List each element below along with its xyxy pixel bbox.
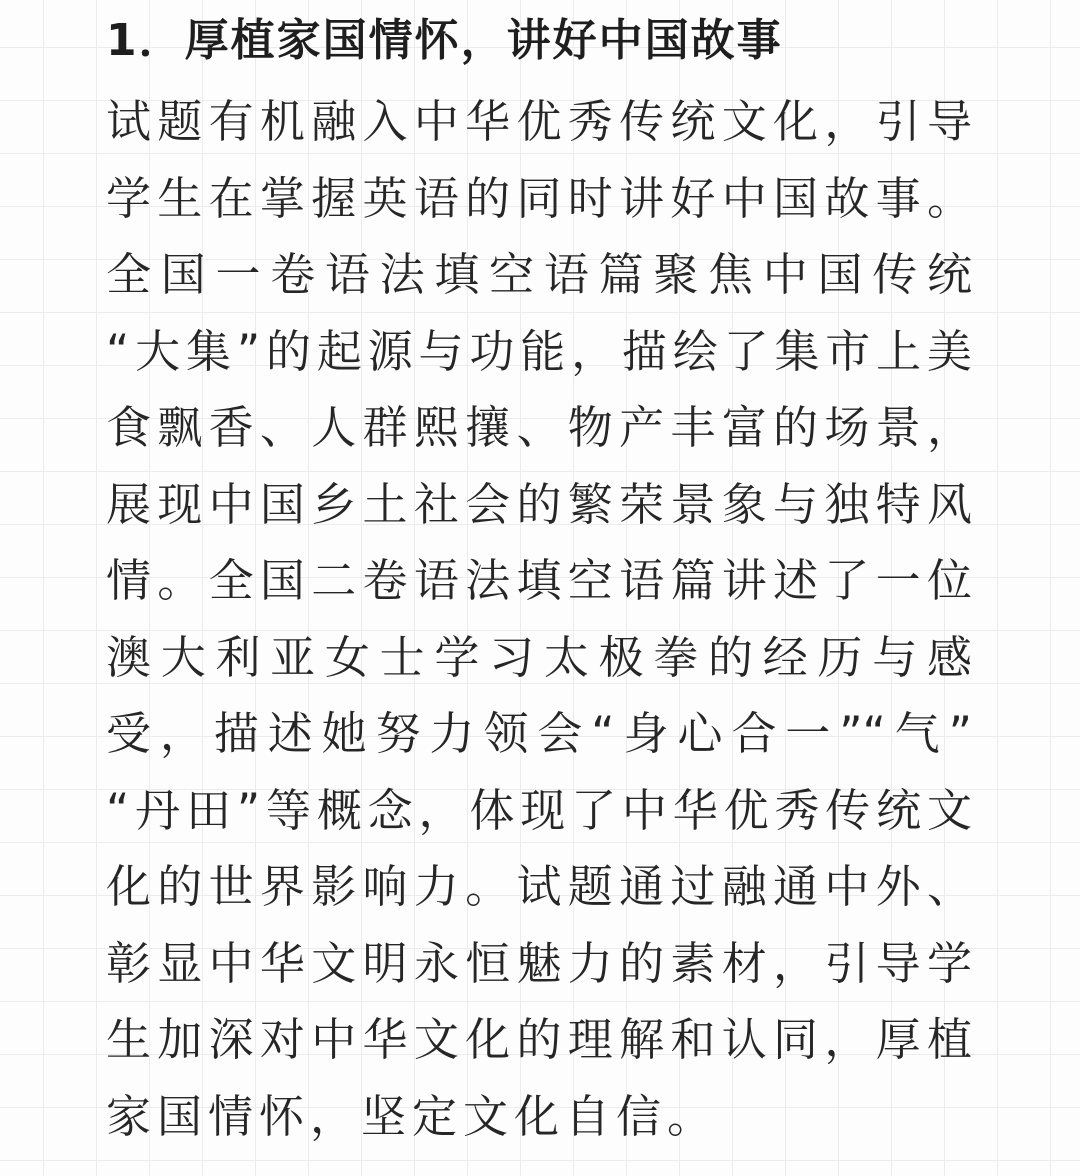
article-section: [106, 12, 986, 1155]
body-paragraph: [106, 84, 986, 1155]
paragraph-line: “大集”的起源与功能，描绘了集市上美: [106, 324, 972, 378]
paragraph-line: 全国一卷语法填空语篇聚焦中国传统: [106, 248, 972, 301]
paragraph-line: 化的世界影响力。试题通过融通中外、: [106, 860, 972, 913]
paragraph-line: 澳大利亚女士学习太极拳的经历与感: [106, 630, 972, 684]
paragraph-line: 彰显中华文明永恒魅力的素材，引导学: [106, 936, 972, 990]
section-heading: 1．厚植家国情怀，讲好中国故事: [106, 15, 783, 66]
paragraph-line: 情。全国二卷语法填空语篇讲述了一位: [106, 554, 972, 607]
paragraph-line: 试题有机融入中华优秀传统文化，引导: [106, 95, 972, 148]
paragraph-line: 食飘香、人群熙攘、物产丰富的场景，: [106, 401, 972, 454]
paragraph-line: 家国情怀，坚定文化自信。: [106, 1089, 719, 1143]
paragraph-line: 受，描述她努力领会“身心合一”“气”: [106, 707, 972, 760]
paragraph-line: 生加深对中华文化的理解和认同，厚植: [106, 1013, 972, 1066]
paragraph-line: 学生在掌握英语的同时讲好中国故事。: [106, 171, 972, 225]
paragraph-line: 展现中国乡土社会的繁荣景象与独特风: [106, 477, 972, 531]
paragraph-line: “丹田”等概念，体现了中华优秀传统文: [106, 783, 972, 837]
